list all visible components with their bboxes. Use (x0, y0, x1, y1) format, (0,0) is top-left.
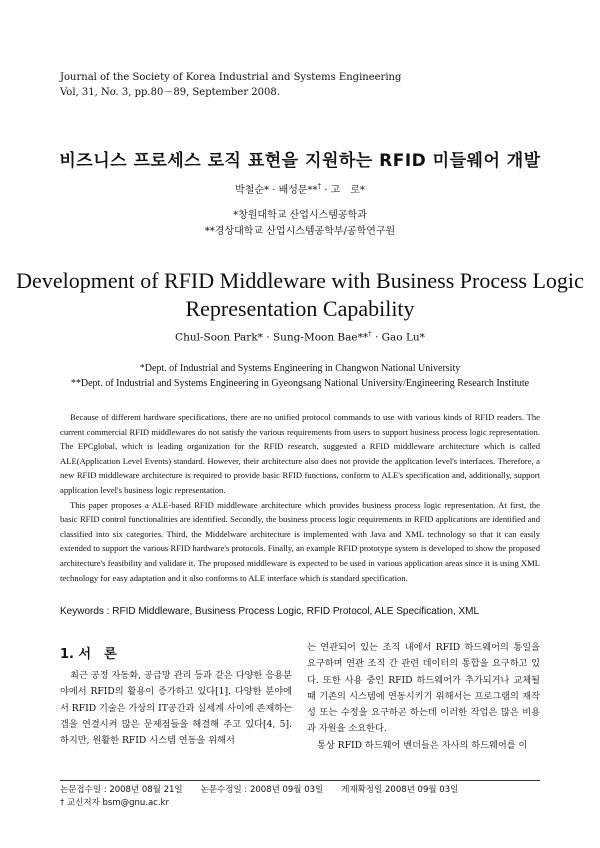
journal-volume: Vol, 31, No. 3, pp.80－89, September 2008. (60, 87, 280, 98)
corresponding-author: † 교신저자 bsm@gnu.ac.kr (60, 798, 169, 808)
keywords-label: Keywords (60, 606, 104, 617)
korean-authors (0, 181, 600, 196)
kr-affiliation-2: **경상대학교 산업시스템공학부/공학연구원 (204, 226, 396, 237)
footnote-divider (60, 780, 540, 781)
accepted-date: 게재확정일 2008년 09월 03일 (341, 785, 459, 795)
footnote-dates (60, 784, 458, 797)
kr-author-2: 배성문** (278, 185, 318, 196)
corresponding-dagger: † (368, 330, 372, 338)
journal-header (60, 70, 401, 100)
english-title-line-2: Representation Capability (185, 296, 415, 321)
korean-affiliations (0, 208, 600, 240)
korean-title: 비즈니스 프로세스 로직 표현을 지원하는 RFID 미들웨어 개발 (59, 151, 541, 171)
en-author-1: Chul-Soon Park* (175, 331, 263, 344)
en-affiliation-1: *Dept. of Industrial and Systems Engineering in Changwon National University (139, 363, 461, 374)
abstract-paragraph-2: This paper proposes a ALE-based RFID middleware architecture which provides business process logic representation. At first, the basic RFID control functionalities are identified. Secondly, the business process logic requirements in RFID applications are identified and classified into six categories. Third, the Middelware architecture is implemented with Java and XML technology so that it can easily extended to support the various RFID hardware's protocols. Finally, an example RFID prototype system is developed to show the proposed architecture's feasibility and validate it. The proposed middleware is expected to be used in various application areas since it is using XML technology for easy adaptation and it also conforms to ALE interface which is standard specification. (60, 499, 540, 583)
english-affiliations (0, 361, 600, 391)
en-affiliation-2: **Dept. of Industrial and Systems Engineering in Gyeongsang National University/Engineering Research Institute (70, 378, 530, 389)
keywords-list: : RFID Middleware, Business Process Logic, RFID Protocol, ALE Specification, XML (103, 606, 480, 617)
kr-author-1: 박철순* (235, 185, 270, 196)
en-author-separator: · (262, 331, 273, 344)
en-author-3: Gao Lu* (381, 331, 425, 344)
en-author-separator: · (371, 331, 382, 344)
kr-author-separator: · (269, 185, 279, 196)
revised-date: 논문수정일 : 2008년 09월 03일 (200, 785, 324, 795)
received-date: 논문접수일 : 2008년 08월 21일 (60, 785, 183, 795)
footnote (60, 784, 458, 810)
english-title-line-1: Development of RFID Middleware with Business Process Logic (16, 268, 584, 293)
body-left-column (60, 668, 292, 749)
body-paragraph: 는 연관되어 있는 조직 내에서 RFID 하드웨어의 통일을 요구하며 연관 조직 간 관련 데이터의 통합을 요구하고 있다. 또한 사용 중인 RFID 하드웨어가 추가되거나 교체될 때 기존의 시스템에 연동시키기 위해서는 프로그램의 재작성 또는 수정을 요구하곤 하는데 이러한 작업은 많은 비용과 자원을 소요한다. (307, 642, 540, 735)
body-paragraph: 통상 RFID 하드웨어 벤더들은 자사의 하드웨어를 이 (317, 739, 528, 751)
english-authors (0, 330, 600, 344)
body-paragraph: 최근 공정 자동화, 공급망 관리 등과 같은 다양한 응용분야에서 RFID의 활용이 증가하고 있다[1]. 다양한 분야에서 RFID 기술은 가상의 IT공간과 실세계 사이에 존재하는 갭을 연결시켜 많은 문제점들을 해결해 주고 있다[4, 5]. 하지만, 원활한 RFID 시스템 연동을 위해서 (60, 670, 292, 747)
section-heading: 1. 서 론 (60, 647, 117, 662)
keywords (60, 606, 479, 617)
journal-name: Journal of the Society of Korea Industrial and Systems Engineering (60, 72, 402, 83)
en-author-2: Sung-Moon Bae** (272, 331, 369, 344)
kr-author-3: 고 로* (330, 185, 365, 196)
kr-author-separator: · (321, 185, 331, 196)
kr-affiliation-1: *창원대학교 산업시스템공학과 (233, 210, 367, 221)
english-title (0, 267, 600, 323)
abstract-paragraph-1: Because of different hardware specifications, there are no unified protocol commands to use with various kinds of RFID readers. The current commercial RFID middlewares do not satisfy the various requirements from users to support business process logic representation. The EPCglobal, which is leading organization for the RFID research, suggested a RFID middleware architecture which is called ALE(Application Level Events) standard. However, their architecture also does not provide the application level's interfaces. Therefore, a new RFID middleware architecture is required to provide basic RFID functions, conform to ALE's specification and, additionally, support application level's business logic representation. (60, 412, 540, 495)
body-right-column (307, 640, 540, 754)
corresponding-dagger: † (317, 182, 322, 191)
abstract (60, 410, 540, 585)
